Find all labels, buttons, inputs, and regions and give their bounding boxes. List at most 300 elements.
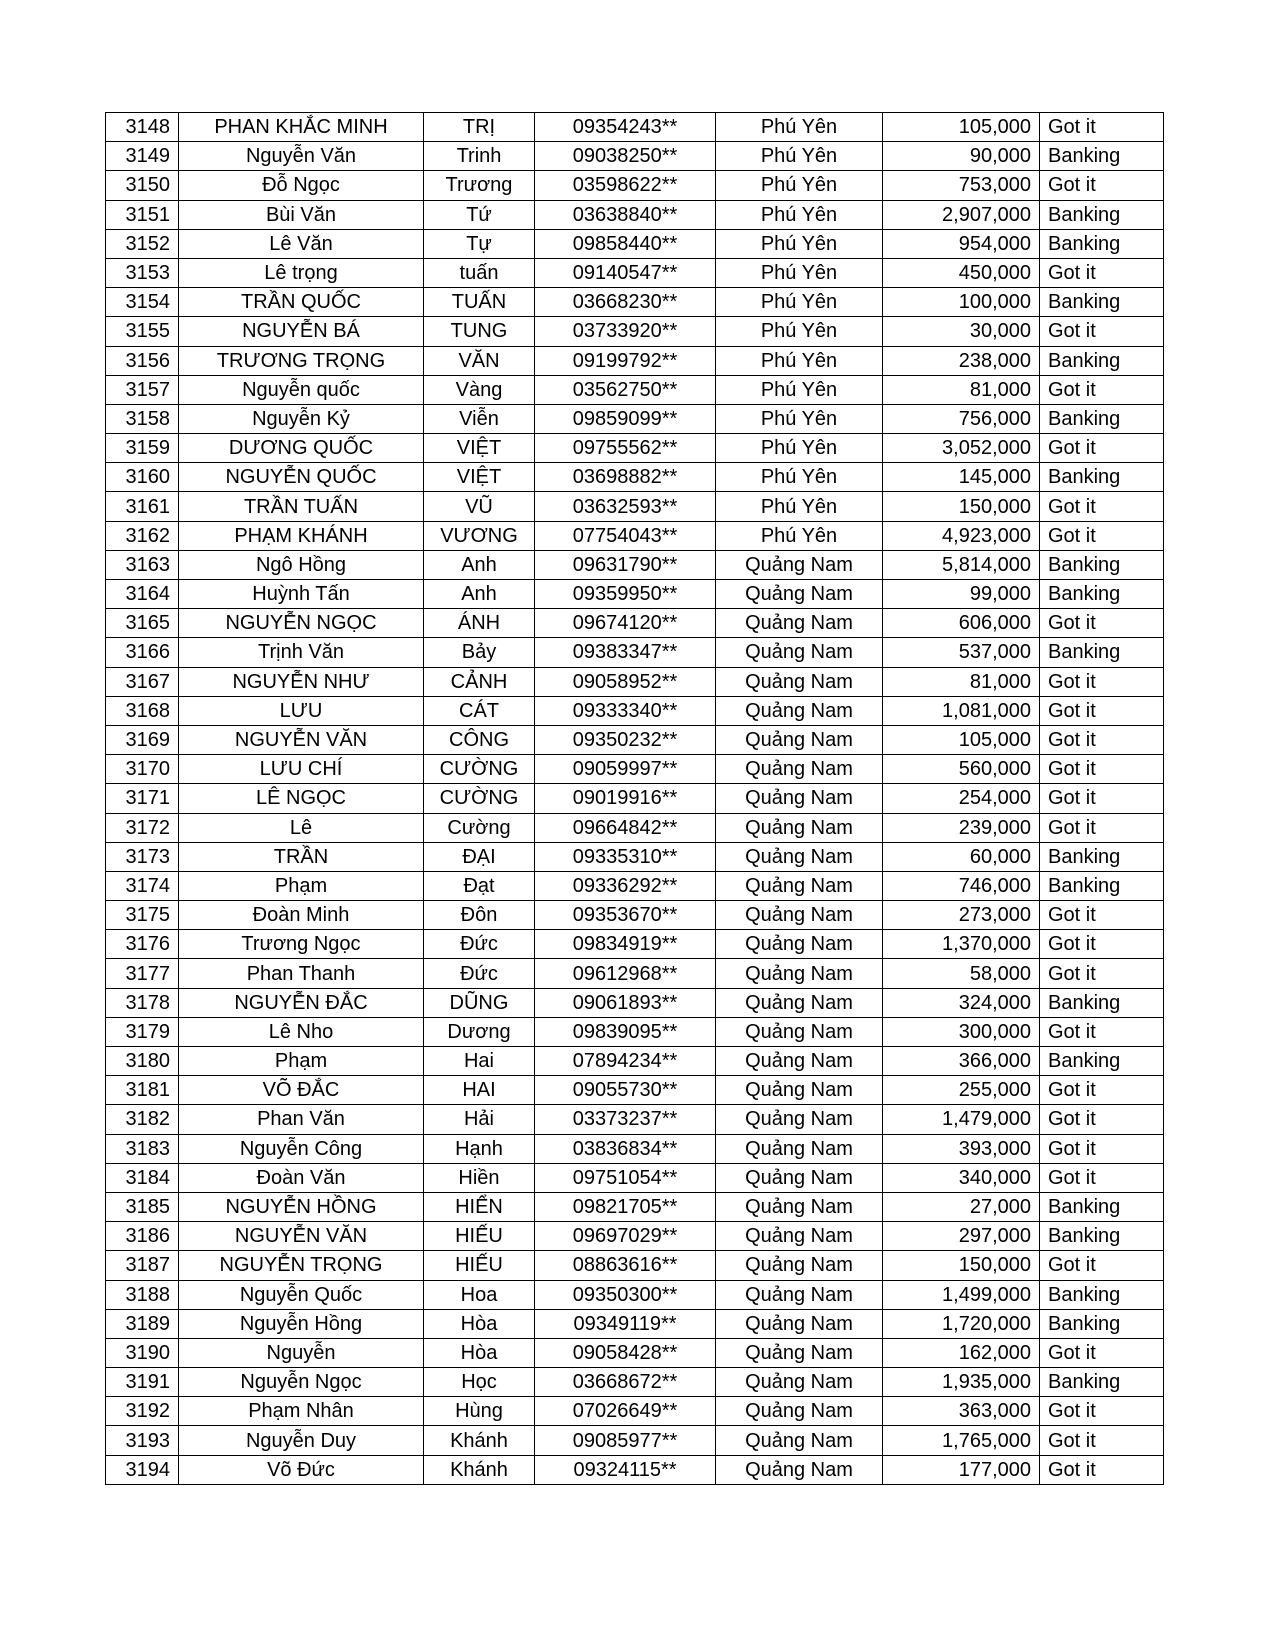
province-cell: Quảng Nam xyxy=(716,1076,883,1105)
surname-cell: Nguyễn Duy xyxy=(179,1426,424,1455)
province-cell: Quảng Nam xyxy=(716,813,883,842)
table-row xyxy=(106,1222,1164,1251)
province-cell: Quảng Nam xyxy=(716,755,883,784)
surname-cell: NGUYỄN NGỌC xyxy=(179,609,424,638)
payment-method-cell: Got it xyxy=(1040,1163,1164,1192)
row-id-cell: 3185 xyxy=(106,1192,179,1221)
phone-cell: 03733920** xyxy=(535,317,716,346)
table-row xyxy=(106,404,1164,433)
surname-cell: Huỳnh Tấn xyxy=(179,580,424,609)
phone-cell: 03598622** xyxy=(535,171,716,200)
amount-cell: 560,000 xyxy=(883,755,1040,784)
payment-method-cell: Got it xyxy=(1040,930,1164,959)
table-row xyxy=(106,288,1164,317)
row-id-cell: 3162 xyxy=(106,521,179,550)
given-name-cell: TUNG xyxy=(424,317,535,346)
row-id-cell: 3186 xyxy=(106,1222,179,1251)
given-name-cell: Đôn xyxy=(424,901,535,930)
phone-cell: 03638840** xyxy=(535,200,716,229)
amount-cell: 324,000 xyxy=(883,988,1040,1017)
phone-cell: 03373237** xyxy=(535,1105,716,1134)
phone-cell: 09755562** xyxy=(535,434,716,463)
province-cell: Quảng Nam xyxy=(716,1192,883,1221)
given-name-cell: Viễn xyxy=(424,404,535,433)
payment-method-cell: Got it xyxy=(1040,813,1164,842)
surname-cell: Lê Văn xyxy=(179,229,424,258)
payment-method-cell: Got it xyxy=(1040,609,1164,638)
province-cell: Phú Yên xyxy=(716,258,883,287)
table-row xyxy=(106,171,1164,200)
amount-cell: 81,000 xyxy=(883,375,1040,404)
amount-cell: 90,000 xyxy=(883,142,1040,171)
phone-cell: 09839095** xyxy=(535,1017,716,1046)
payment-method-cell: Banking xyxy=(1040,142,1164,171)
phone-cell: 09059997** xyxy=(535,755,716,784)
amount-cell: 340,000 xyxy=(883,1163,1040,1192)
phone-cell: 09664842** xyxy=(535,813,716,842)
given-name-cell: TUẤN xyxy=(424,288,535,317)
province-cell: Quảng Nam xyxy=(716,959,883,988)
phone-cell: 07894234** xyxy=(535,1047,716,1076)
surname-cell: PHAN KHẮC MINH xyxy=(179,113,424,142)
province-cell: Quảng Nam xyxy=(716,1368,883,1397)
row-id-cell: 3159 xyxy=(106,434,179,463)
surname-cell: TRẦN TUẤN xyxy=(179,492,424,521)
row-id-cell: 3172 xyxy=(106,813,179,842)
table-row xyxy=(106,346,1164,375)
surname-cell: Võ Đức xyxy=(179,1455,424,1484)
amount-cell: 105,000 xyxy=(883,725,1040,754)
amount-cell: 177,000 xyxy=(883,1455,1040,1484)
amount-cell: 1,370,000 xyxy=(883,930,1040,959)
surname-cell: Ngô Hồng xyxy=(179,550,424,579)
phone-cell: 09383347** xyxy=(535,638,716,667)
amount-cell: 300,000 xyxy=(883,1017,1040,1046)
given-name-cell: Đức xyxy=(424,930,535,959)
surname-cell: Đoàn Minh xyxy=(179,901,424,930)
row-id-cell: 3161 xyxy=(106,492,179,521)
table-row xyxy=(106,959,1164,988)
province-cell: Phú Yên xyxy=(716,288,883,317)
surname-cell: NGUYỄN QUỐC xyxy=(179,463,424,492)
amount-cell: 606,000 xyxy=(883,609,1040,638)
given-name-cell: Hai xyxy=(424,1047,535,1076)
given-name-cell: Trinh xyxy=(424,142,535,171)
row-id-cell: 3152 xyxy=(106,229,179,258)
given-name-cell: VƯƠNG xyxy=(424,521,535,550)
amount-cell: 1,081,000 xyxy=(883,696,1040,725)
payment-method-cell: Banking xyxy=(1040,288,1164,317)
given-name-cell: CƯỜNG xyxy=(424,784,535,813)
given-name-cell: Anh xyxy=(424,580,535,609)
surname-cell: VÕ ĐẮC xyxy=(179,1076,424,1105)
given-name-cell: VIỆT xyxy=(424,434,535,463)
amount-cell: 1,765,000 xyxy=(883,1426,1040,1455)
payment-method-cell: Banking xyxy=(1040,638,1164,667)
given-name-cell: ĐẠI xyxy=(424,842,535,871)
table-row xyxy=(106,842,1164,871)
payment-method-cell: Banking xyxy=(1040,871,1164,900)
row-id-cell: 3150 xyxy=(106,171,179,200)
row-id-cell: 3177 xyxy=(106,959,179,988)
table-row xyxy=(106,871,1164,900)
given-name-cell: CẢNH xyxy=(424,667,535,696)
payment-method-cell: Banking xyxy=(1040,1309,1164,1338)
province-cell: Quảng Nam xyxy=(716,1251,883,1280)
amount-cell: 58,000 xyxy=(883,959,1040,988)
amount-cell: 150,000 xyxy=(883,492,1040,521)
row-id-cell: 3175 xyxy=(106,901,179,930)
amount-cell: 238,000 xyxy=(883,346,1040,375)
surname-cell: Phạm xyxy=(179,871,424,900)
payment-method-cell: Banking xyxy=(1040,842,1164,871)
row-id-cell: 3184 xyxy=(106,1163,179,1192)
amount-cell: 537,000 xyxy=(883,638,1040,667)
payment-method-cell: Got it xyxy=(1040,317,1164,346)
amount-cell: 450,000 xyxy=(883,258,1040,287)
payment-method-cell: Banking xyxy=(1040,346,1164,375)
payment-method-cell: Got it xyxy=(1040,375,1164,404)
surname-cell: Trương Ngọc xyxy=(179,930,424,959)
surname-cell: Đoàn Văn xyxy=(179,1163,424,1192)
given-name-cell: Khánh xyxy=(424,1455,535,1484)
table-row xyxy=(106,725,1164,754)
given-name-cell: Hòa xyxy=(424,1338,535,1367)
row-id-cell: 3166 xyxy=(106,638,179,667)
phone-cell: 09349119** xyxy=(535,1309,716,1338)
province-cell: Quảng Nam xyxy=(716,784,883,813)
table-row xyxy=(106,1251,1164,1280)
given-name-cell: Vàng xyxy=(424,375,535,404)
row-id-cell: 3153 xyxy=(106,258,179,287)
payment-method-cell: Got it xyxy=(1040,784,1164,813)
table-row xyxy=(106,317,1164,346)
row-id-cell: 3187 xyxy=(106,1251,179,1280)
province-cell: Quảng Nam xyxy=(716,550,883,579)
table-row xyxy=(106,1368,1164,1397)
amount-cell: 100,000 xyxy=(883,288,1040,317)
province-cell: Quảng Nam xyxy=(716,1047,883,1076)
table-body xyxy=(106,113,1164,1485)
surname-cell: TRƯƠNG TRỌNG xyxy=(179,346,424,375)
row-id-cell: 3180 xyxy=(106,1047,179,1076)
phone-cell: 09058428** xyxy=(535,1338,716,1367)
province-cell: Quảng Nam xyxy=(716,1222,883,1251)
given-name-cell: VŨ xyxy=(424,492,535,521)
row-id-cell: 3190 xyxy=(106,1338,179,1367)
phone-cell: 09350232** xyxy=(535,725,716,754)
surname-cell: TRẦN QUỐC xyxy=(179,288,424,317)
province-cell: Quảng Nam xyxy=(716,1163,883,1192)
amount-cell: 150,000 xyxy=(883,1251,1040,1280)
province-cell: Quảng Nam xyxy=(716,1134,883,1163)
surname-cell: LƯU CHÍ xyxy=(179,755,424,784)
row-id-cell: 3194 xyxy=(106,1455,179,1484)
row-id-cell: 3189 xyxy=(106,1309,179,1338)
given-name-cell: Anh xyxy=(424,550,535,579)
province-cell: Phú Yên xyxy=(716,317,883,346)
given-name-cell: Khánh xyxy=(424,1426,535,1455)
given-name-cell: CÔNG xyxy=(424,725,535,754)
phone-cell: 09333340** xyxy=(535,696,716,725)
phone-cell: 03698882** xyxy=(535,463,716,492)
payment-method-cell: Got it xyxy=(1040,434,1164,463)
surname-cell: NGUYỄN NHƯ xyxy=(179,667,424,696)
row-id-cell: 3156 xyxy=(106,346,179,375)
payment-method-cell: Got it xyxy=(1040,1426,1164,1455)
table-row xyxy=(106,1426,1164,1455)
province-cell: Phú Yên xyxy=(716,375,883,404)
amount-cell: 239,000 xyxy=(883,813,1040,842)
province-cell: Quảng Nam xyxy=(716,842,883,871)
phone-cell: 03632593** xyxy=(535,492,716,521)
given-name-cell: TRỊ xyxy=(424,113,535,142)
phone-cell: 09353670** xyxy=(535,901,716,930)
payment-method-cell: Got it xyxy=(1040,755,1164,784)
amount-cell: 4,923,000 xyxy=(883,521,1040,550)
table-row xyxy=(106,930,1164,959)
payment-method-cell: Got it xyxy=(1040,1251,1164,1280)
row-id-cell: 3163 xyxy=(106,550,179,579)
surname-cell: Nguyễn Quốc xyxy=(179,1280,424,1309)
province-cell: Quảng Nam xyxy=(716,901,883,930)
payment-method-cell: Got it xyxy=(1040,113,1164,142)
given-name-cell: Trương xyxy=(424,171,535,200)
amount-cell: 255,000 xyxy=(883,1076,1040,1105)
amount-cell: 954,000 xyxy=(883,229,1040,258)
surname-cell: Phạm xyxy=(179,1047,424,1076)
payment-method-cell: Got it xyxy=(1040,171,1164,200)
phone-cell: 09335310** xyxy=(535,842,716,871)
payment-method-cell: Banking xyxy=(1040,550,1164,579)
payment-method-cell: Banking xyxy=(1040,229,1164,258)
phone-cell: 09324115** xyxy=(535,1455,716,1484)
surname-cell: Nguyễn Kỷ xyxy=(179,404,424,433)
phone-cell: 09055730** xyxy=(535,1076,716,1105)
row-id-cell: 3151 xyxy=(106,200,179,229)
row-id-cell: 3173 xyxy=(106,842,179,871)
surname-cell: NGUYỄN VĂN xyxy=(179,1222,424,1251)
table-row xyxy=(106,550,1164,579)
table-row xyxy=(106,1309,1164,1338)
province-cell: Quảng Nam xyxy=(716,1397,883,1426)
table-row xyxy=(106,1047,1164,1076)
province-cell: Phú Yên xyxy=(716,229,883,258)
amount-cell: 1,935,000 xyxy=(883,1368,1040,1397)
given-name-cell: DŨNG xyxy=(424,988,535,1017)
payment-method-cell: Got it xyxy=(1040,1076,1164,1105)
phone-cell: 07026649** xyxy=(535,1397,716,1426)
given-name-cell: Hòa xyxy=(424,1309,535,1338)
surname-cell: NGUYỄN HỒNG xyxy=(179,1192,424,1221)
given-name-cell: Hải xyxy=(424,1105,535,1134)
row-id-cell: 3169 xyxy=(106,725,179,754)
surname-cell: Nguyễn Văn xyxy=(179,142,424,171)
phone-cell: 08863616** xyxy=(535,1251,716,1280)
province-cell: Quảng Nam xyxy=(716,725,883,754)
table-row xyxy=(106,1192,1164,1221)
amount-cell: 3,052,000 xyxy=(883,434,1040,463)
surname-cell: Phan Thanh xyxy=(179,959,424,988)
amount-cell: 366,000 xyxy=(883,1047,1040,1076)
given-name-cell: Hùng xyxy=(424,1397,535,1426)
amount-cell: 753,000 xyxy=(883,171,1040,200)
table-row xyxy=(106,988,1164,1017)
province-cell: Phú Yên xyxy=(716,492,883,521)
payment-method-cell: Got it xyxy=(1040,696,1164,725)
surname-cell: Phan Văn xyxy=(179,1105,424,1134)
row-id-cell: 3148 xyxy=(106,113,179,142)
province-cell: Phú Yên xyxy=(716,404,883,433)
payment-method-cell: Banking xyxy=(1040,1368,1164,1397)
phone-cell: 09038250** xyxy=(535,142,716,171)
province-cell: Phú Yên xyxy=(716,521,883,550)
amount-cell: 297,000 xyxy=(883,1222,1040,1251)
row-id-cell: 3191 xyxy=(106,1368,179,1397)
surname-cell: Nguyễn Hồng xyxy=(179,1309,424,1338)
table-row xyxy=(106,492,1164,521)
payment-method-cell: Banking xyxy=(1040,404,1164,433)
province-cell: Quảng Nam xyxy=(716,1338,883,1367)
given-name-cell: VĂN xyxy=(424,346,535,375)
row-id-cell: 3154 xyxy=(106,288,179,317)
row-id-cell: 3176 xyxy=(106,930,179,959)
amount-cell: 60,000 xyxy=(883,842,1040,871)
amount-cell: 162,000 xyxy=(883,1338,1040,1367)
row-id-cell: 3160 xyxy=(106,463,179,492)
amount-cell: 105,000 xyxy=(883,113,1040,142)
phone-cell: 09674120** xyxy=(535,609,716,638)
table-row xyxy=(106,1397,1164,1426)
given-name-cell: VIỆT xyxy=(424,463,535,492)
table-row xyxy=(106,229,1164,258)
phone-cell: 09350300** xyxy=(535,1280,716,1309)
surname-cell: Trịnh Văn xyxy=(179,638,424,667)
table-row xyxy=(106,113,1164,142)
province-cell: Quảng Nam xyxy=(716,580,883,609)
amount-cell: 254,000 xyxy=(883,784,1040,813)
given-name-cell: Tứ xyxy=(424,200,535,229)
given-name-cell: Hiền xyxy=(424,1163,535,1192)
given-name-cell: Hạnh xyxy=(424,1134,535,1163)
table-row xyxy=(106,696,1164,725)
province-cell: Quảng Nam xyxy=(716,1017,883,1046)
table-row xyxy=(106,521,1164,550)
payment-method-cell: Got it xyxy=(1040,1397,1164,1426)
surname-cell: Lê trọng xyxy=(179,258,424,287)
surname-cell: Đỗ Ngọc xyxy=(179,171,424,200)
given-name-cell: HIẾU xyxy=(424,1222,535,1251)
payment-method-cell: Banking xyxy=(1040,1222,1164,1251)
payment-method-cell: Got it xyxy=(1040,725,1164,754)
province-cell: Quảng Nam xyxy=(716,988,883,1017)
phone-cell: 09058952** xyxy=(535,667,716,696)
phone-cell: 09336292** xyxy=(535,871,716,900)
amount-cell: 2,907,000 xyxy=(883,200,1040,229)
table-row xyxy=(106,638,1164,667)
phone-cell: 09061893** xyxy=(535,988,716,1017)
surname-cell: NGUYỄN VĂN xyxy=(179,725,424,754)
given-name-cell: ÁNH xyxy=(424,609,535,638)
table-row xyxy=(106,434,1164,463)
payment-method-cell: Got it xyxy=(1040,1455,1164,1484)
province-cell: Quảng Nam xyxy=(716,1426,883,1455)
row-id-cell: 3170 xyxy=(106,755,179,784)
amount-cell: 145,000 xyxy=(883,463,1040,492)
surname-cell: Lê xyxy=(179,813,424,842)
given-name-cell: Hoa xyxy=(424,1280,535,1309)
amount-cell: 99,000 xyxy=(883,580,1040,609)
amount-cell: 30,000 xyxy=(883,317,1040,346)
row-id-cell: 3168 xyxy=(106,696,179,725)
amount-cell: 273,000 xyxy=(883,901,1040,930)
phone-cell: 07754043** xyxy=(535,521,716,550)
row-id-cell: 3174 xyxy=(106,871,179,900)
row-id-cell: 3165 xyxy=(106,609,179,638)
amount-cell: 1,479,000 xyxy=(883,1105,1040,1134)
table-row xyxy=(106,784,1164,813)
row-id-cell: 3167 xyxy=(106,667,179,696)
surname-cell: Bùi Văn xyxy=(179,200,424,229)
given-name-cell: tuấn xyxy=(424,258,535,287)
province-cell: Quảng Nam xyxy=(716,696,883,725)
surname-cell: Lê Nho xyxy=(179,1017,424,1046)
surname-cell: Nguyễn Ngọc xyxy=(179,1368,424,1397)
table-row xyxy=(106,1163,1164,1192)
phone-cell: 03668672** xyxy=(535,1368,716,1397)
row-id-cell: 3149 xyxy=(106,142,179,171)
surname-cell: Nguyễn xyxy=(179,1338,424,1367)
phone-cell: 03836834** xyxy=(535,1134,716,1163)
row-id-cell: 3179 xyxy=(106,1017,179,1046)
row-id-cell: 3178 xyxy=(106,988,179,1017)
phone-cell: 09199792** xyxy=(535,346,716,375)
surname-cell: NGUYỄN BÁ xyxy=(179,317,424,346)
phone-cell: 09019916** xyxy=(535,784,716,813)
province-cell: Quảng Nam xyxy=(716,871,883,900)
amount-cell: 81,000 xyxy=(883,667,1040,696)
amount-cell: 5,814,000 xyxy=(883,550,1040,579)
surname-cell: TRẦN xyxy=(179,842,424,871)
given-name-cell: HAI xyxy=(424,1076,535,1105)
amount-cell: 363,000 xyxy=(883,1397,1040,1426)
given-name-cell: Cường xyxy=(424,813,535,842)
amount-cell: 746,000 xyxy=(883,871,1040,900)
table-row xyxy=(106,1134,1164,1163)
surname-cell: LƯU xyxy=(179,696,424,725)
surname-cell: NGUYỄN ĐẮC xyxy=(179,988,424,1017)
table-row xyxy=(106,755,1164,784)
phone-cell: 09140547** xyxy=(535,258,716,287)
given-name-cell: Dương xyxy=(424,1017,535,1046)
table-row xyxy=(106,580,1164,609)
row-id-cell: 3193 xyxy=(106,1426,179,1455)
given-name-cell: Tự xyxy=(424,229,535,258)
amount-cell: 756,000 xyxy=(883,404,1040,433)
phone-cell: 09834919** xyxy=(535,930,716,959)
phone-cell: 03562750** xyxy=(535,375,716,404)
table-row xyxy=(106,258,1164,287)
row-id-cell: 3188 xyxy=(106,1280,179,1309)
table-row xyxy=(106,463,1164,492)
payment-method-cell: Got it xyxy=(1040,959,1164,988)
province-cell: Quảng Nam xyxy=(716,1280,883,1309)
province-cell: Phú Yên xyxy=(716,113,883,142)
payment-method-cell: Got it xyxy=(1040,492,1164,521)
given-name-cell: CƯỜNG xyxy=(424,755,535,784)
phone-cell: 09085977** xyxy=(535,1426,716,1455)
table-row xyxy=(106,667,1164,696)
